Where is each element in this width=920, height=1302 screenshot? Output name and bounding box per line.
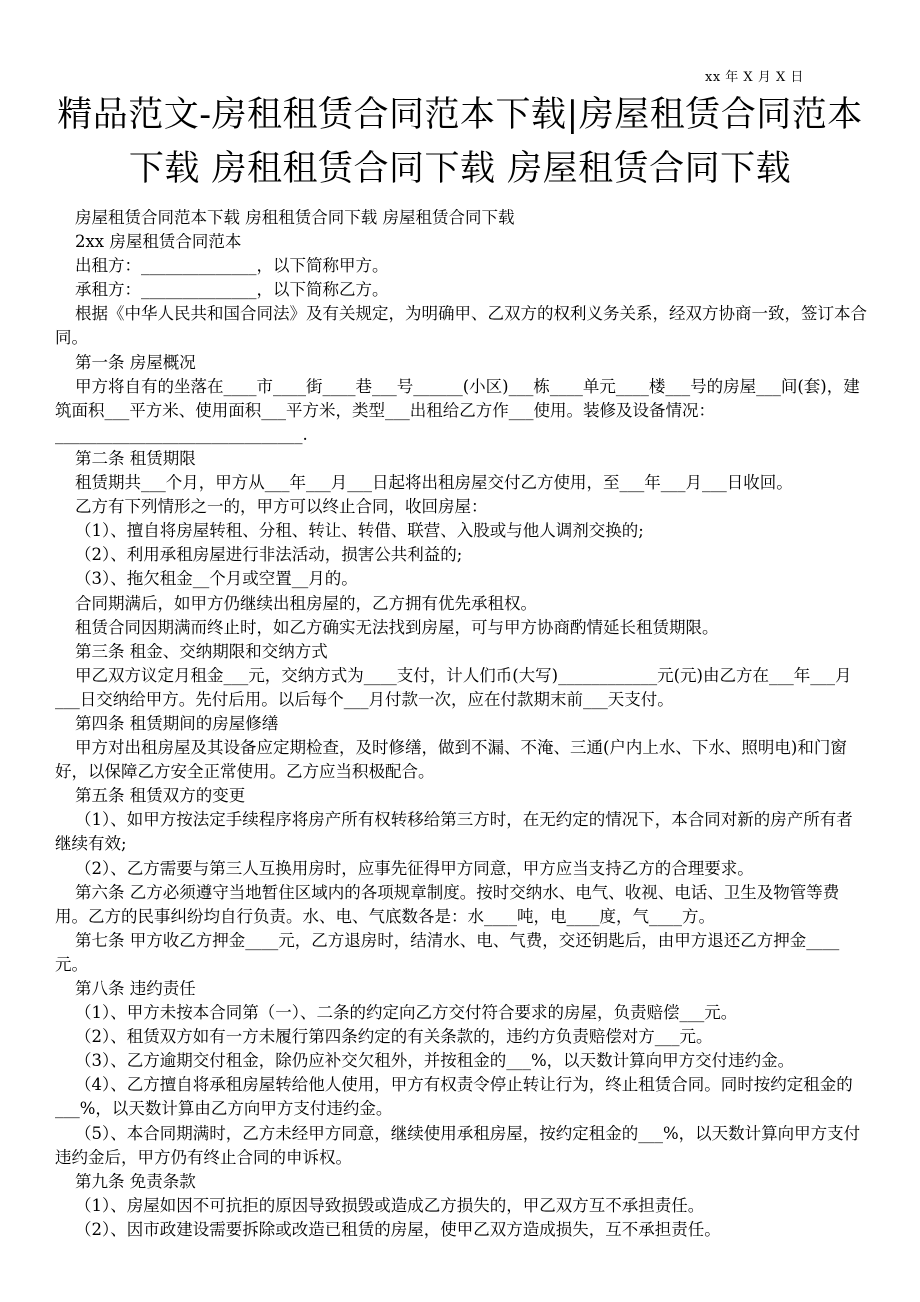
paragraph: 承租方：______________，以下简称乙方。: [75, 280, 389, 300]
list-item: （5）、本合同期满时，乙方未经甲方同意，继续使用承租房屋，按约定租金的___%，以天数计算向甲方支付违约金后，甲方仍有终止合同的申诉权。: [55, 1123, 861, 1167]
paragraph: 租赁合同因期满而终止时，如乙方确实无法找到房屋，可与甲方协商酌情延长租赁期限。: [75, 617, 719, 637]
list-item: （2）、租赁双方如有一方未履行第四条约定的有关条款的，违约方负责赔偿对方___元。: [75, 1027, 713, 1047]
list-item: （2）、利用承租房屋进行非法活动，损害公共利益的;: [75, 545, 463, 565]
document-title: 精品范文-房租租赁合同范本下载|房屋租赁合同范本下载 房租租赁合同下载 房屋租赁合同下载: [57, 95, 863, 189]
section-heading: 第五条 租赁双方的变更: [75, 786, 246, 806]
paragraph: 甲方对出租房屋及其设备应定期检查，及时修缮，做到不漏、不淹、三通(户内上水、下水、照明电)和门窗好，以保障乙方安全正常使用。乙方应当积极配合。: [55, 738, 847, 782]
list-item: （1）、如甲方按法定手续程序将房产所有权转移给第三方时，在无约定的情况下，本合同对新的房产所有者继续有效;: [55, 810, 853, 854]
list-item: （3）、乙方逾期交付租金，除仍应补交欠租外，并按租金的___%，以天数计算向甲方交付违约金。: [75, 1051, 795, 1071]
list-item: （2）、因市政建设需要拆除或改造已租赁的房屋，使甲乙双方造成损失，互不承担责任。: [75, 1219, 721, 1239]
list-item: （1）、甲方未按本合同第（一）、二条的约定向乙方交付符合要求的房屋，负责赔偿___元。: [75, 1003, 738, 1023]
paragraph: 租赁期共___个月，甲方从___年___月___日起将出租房屋交付乙方使用，至___年___月___日收回。: [75, 473, 793, 493]
paragraph: 房屋租赁合同范本下载 房租租赁合同下载 房屋租赁合同下载: [75, 208, 515, 227]
section-heading: 第九条 免责条款: [75, 1171, 196, 1191]
paragraph: 甲乙双方议定月租金___元，交纳方式为____支付，计人们币(大写)____________元(元)由乙方在___年___月___日交纳给甲方。先付后用。以后每个___月付款一次，应在付款期末前___天支付。: [55, 665, 852, 709]
section-heading: 第一条 房屋概况: [75, 352, 196, 372]
document-date: xx 年 X 月 X 日: [705, 70, 804, 85]
list-item: （3）、拖欠租金__个月或空置__月的。: [75, 569, 358, 589]
paragraph: 2xx 房屋租赁合同范本: [75, 232, 242, 252]
paragraph: 第七条 甲方收乙方押金____元，乙方退房时，结清水、电、气费，交还钥匙后，由甲方退还乙方押金____元。: [55, 930, 840, 974]
paragraph: 出租方：______________，以下简称甲方。: [75, 256, 389, 276]
section-heading: 第二条 租赁期限: [75, 448, 196, 468]
section-heading: 第四条 租赁期间的房屋修缮: [75, 713, 279, 733]
list-item: （4）、乙方擅自将承租房屋转给他人使用，甲方有权责令停止转让行为，终止租赁合同。同时按约定租金的___%，以天数计算由乙方向甲方支付违约金。: [55, 1075, 853, 1119]
section-heading: 第三条 租金、交纳期限和交纳方式: [75, 641, 328, 661]
list-item: （1）、房屋如因不可抗拒的原因导致损毁或造成乙方损失的，甲乙双方互不承担责任。: [75, 1195, 705, 1215]
paragraph: 合同期满后，如甲方仍继续出租房屋的，乙方拥有优先承租权。: [75, 593, 537, 613]
list-item: （1）、擅自将房屋转租、分租、转让、转借、联营、入股或与他人调剂交换的;: [75, 521, 644, 541]
paragraph: 根据《中华人民共和国合同法》及有关规定，为明确甲、乙双方的权利义务关系，经双方协商一致，签订本合同。: [55, 304, 867, 348]
paragraph: 乙方有下列情形之一的，甲方可以终止合同，收回房屋：: [75, 497, 488, 517]
paragraph: 第六条 乙方必须遵守当地暂住区域内的各项规章制度。按时交纳水、电气、收视、电话、卫生及物管等费用。乙方的民事纠纷均自行负责。水、电、气底数各是：水____吨，电____度，气____方。: [55, 882, 840, 926]
document-body: [55, 206, 867, 1242]
section-heading: 第八条 违约责任: [75, 979, 196, 998]
list-item: （2）、乙方需要与第三人互换用房时，应事先征得甲方同意，甲方应当支持乙方的合理要求。: [75, 858, 754, 878]
paragraph: 甲方将自有的坐落在____市____街____巷___号______(小区)___栋____单元____楼___号的房屋___间(套)，建筑面积___平方米、使用面积___平方米，类型___出租给乙方作___使用。装修及设备情况：______________________________.: [55, 376, 860, 444]
